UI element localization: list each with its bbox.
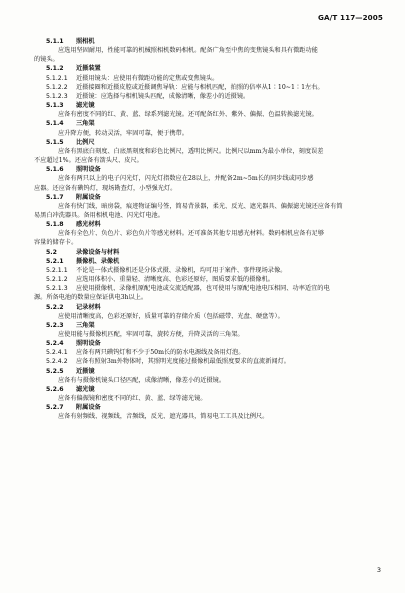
clause-number: 5.2 [46,248,57,256]
clause-number: 5.2.2 [46,303,64,311]
clause-number: 5.1.2.3 [46,92,68,100]
clause-number: 5.2.5 [46,367,64,375]
clause-number: 5.2.7 [46,404,64,412]
clause-number: 5.1.5 [46,138,64,146]
line-text: 应备有快门线，暗房袋，痕迹物证编号签，简易背景器，柔光、反光、遮光器具、偏振滤光镜还应备有简 [58,202,343,210]
clause-number: 5.1.4 [46,120,64,128]
line-text: 记录材料 [76,303,101,311]
line-text: 应器。还应备有碘钨灯，现场勘查灯，小型强光灯。 [34,184,177,192]
line-text: 近摄装置 [76,65,101,73]
paragraph-line [34,174,382,183]
paragraph-line [34,129,382,138]
section-heading [34,165,382,174]
clause-number: 5.1.2.1 [46,74,68,82]
line-text: 应备有两只以上的电子闪光灯，闪光灯指数应在28以上，并配备2m~5m长的同步线或同步感 [58,175,314,183]
line-text: 滤光镜 [76,385,95,393]
line-text: 照明设备 [76,340,101,348]
line-text: 近摄镜 [76,367,95,375]
line-text: 应升降方便，转动灵活，牢固可靠，便于携带。 [58,129,188,137]
numbered-clause [34,284,382,293]
paragraph-continuation [34,211,382,220]
line-text: 近摄用镜头：应使用有微距功能的定焦或变焦镜头。 [76,74,219,82]
paragraph-continuation [34,156,382,165]
line-text: 不应超过1%。还应备有箭头尺、皮尺。 [34,157,143,165]
clause-number: 5.1.3 [46,102,64,110]
line-text: 应备有与摄像机镜头口径匹配，成像清晰，像差小的近摄镜。 [58,376,226,384]
section-heading [34,248,382,257]
clause-number: 5.2.1 [46,257,64,265]
section-heading [34,339,382,348]
numbered-clause [34,275,382,284]
line-text: 应使用摄像机、录像机原配电池或交流适配器，也可使用与原配电池电压相同、功率适宜的电 [76,285,330,293]
line-text: 录像设备与材料 [76,248,120,256]
line-text: 容量的储存卡。 [34,239,78,247]
numbered-clause [34,92,382,101]
paragraph-continuation [34,184,382,193]
line-text: 应备有偏振镜和密度不同的红、黄、蓝、绿等滤光镜。 [58,395,207,403]
paragraph-continuation [34,55,382,64]
section-heading [34,193,382,202]
line-text: 应备有照射3m外物体时，其照明光度能过摄像机最低照度要求的直流新闻灯。 [76,358,290,366]
clause-number: 5.2.1.3 [46,285,68,293]
section-heading [34,367,382,376]
line-text: 不论是一体式摄像机还是分体式摄、录像机，均可用于案件、事件现场录像。 [76,266,287,274]
paragraph-line [34,376,382,385]
clause-number: 5.1.1 [46,38,64,45]
section-heading [34,37,382,46]
paragraph-line [34,46,382,55]
paragraph-line [34,229,382,238]
section-heading [34,303,382,312]
document-body [34,37,382,422]
line-text: 滤光镜 [76,102,95,110]
line-text: 照相机 [76,38,95,45]
paragraph-line [34,110,382,119]
clause-number: 5.2.1.1 [46,266,68,274]
line-text: 近摄镜：应选择与相机镜头匹配，成像清晰，像差小的近摄镜。 [76,92,250,100]
paragraph-continuation [34,238,382,247]
clause-number: 5.2.3 [46,321,64,329]
numbered-clause [34,83,382,92]
line-text: 照明设备 [76,166,101,174]
section-heading [34,101,382,110]
line-text: 源。所备电池的数量应保证供电3h以上。 [34,294,148,302]
numbered-clause [34,357,382,366]
section-heading [34,138,382,147]
clause-number: 5.2.6 [46,385,64,393]
line-text: 应备有全色片、负色片、彩色负片等感光材料。还可准备其他专用感光材料。数码相机应备有足够 [58,230,325,238]
clause-number: 5.1.6 [46,166,64,174]
clause-number: 5.1.2 [46,65,64,73]
paragraph-line [34,202,382,211]
standard-number: GA/T 117—2005 [318,13,383,22]
line-text: 附属设备 [76,193,101,201]
clause-number: 5.2.4.2 [46,358,68,366]
clause-number: 5.2.1.2 [46,276,68,284]
clause-number: 5.1.8 [46,221,64,229]
section-heading [34,257,382,266]
line-text: 比例尺 [76,138,95,146]
line-text: 附属设备 [76,404,101,412]
line-text: 应备有射频线、视频线，音频线，反光、遮光器具，简易电工工具及比例尺。 [58,413,269,421]
line-text: 近摄接圈和近摄皮腔或近摄调焦导轨：应能与相机匹配，拍照的倍率从1∶10~1∶1左右。 [76,83,324,91]
paragraph-continuation [34,293,382,302]
clause-number: 5.2.4 [46,340,64,348]
line-text: 应备有黑底白刻度、白底黑刻度和彩色比例尺，透明比例尺。比例尺以mm为最小单位，刻度误差 [58,147,324,155]
line-text: 应使用能与摄像机匹配，牢固可靠，旋转方便，升降灵活的三角架。 [58,331,244,338]
line-text: 应备有两只碘钨灯和不少于50m长的防水电源线及备用灯泡。 [76,349,245,357]
paragraph-line [34,330,382,339]
line-text: 应备有密度不同的红、黄、蓝、绿系列滤光镜。还可配备红外、紫外、偏振、色温转换滤光镜。 [58,111,318,119]
numbered-clause [34,266,382,275]
paragraph-line [34,394,382,403]
paragraph-line [34,412,382,421]
page-number: 3 [376,566,381,574]
line-text: 易黑白冲洗器具。备用相机电池、闪光灯电池。 [34,211,164,219]
section-heading [34,321,382,330]
line-text: 的镜头。 [34,56,59,64]
line-text: 摄像机、录像机 [76,257,120,265]
line-text: 应选用体积小、重量轻、清晰度高、色彩还原好，图质要求低的摄像机。 [76,276,274,284]
line-text: 应使用清晰度高，色彩还原好，质量可靠的存储介质（包括磁带、光盘、硬盘等）。 [58,312,284,320]
section-heading [34,64,382,73]
section-heading [34,220,382,229]
paragraph-line [34,312,382,321]
line-text: 三角架 [76,321,95,329]
numbered-clause [34,348,382,357]
clause-number: 5.1.2.2 [46,83,68,91]
clause-number: 5.2.4.1 [46,349,68,357]
line-text: 三角架 [76,120,95,128]
clause-number: 5.1.7 [46,193,64,201]
line-text: 应选用坚固耐用，性能可靠的机械照相机数码相机。配备广角至中焦的变焦镜头和具有微距功能 [58,47,318,55]
paragraph-line [34,147,382,156]
line-text: 感光材料 [76,221,101,229]
numbered-clause [34,74,382,83]
section-heading [34,403,382,412]
section-heading [34,385,382,394]
section-heading [34,119,382,128]
